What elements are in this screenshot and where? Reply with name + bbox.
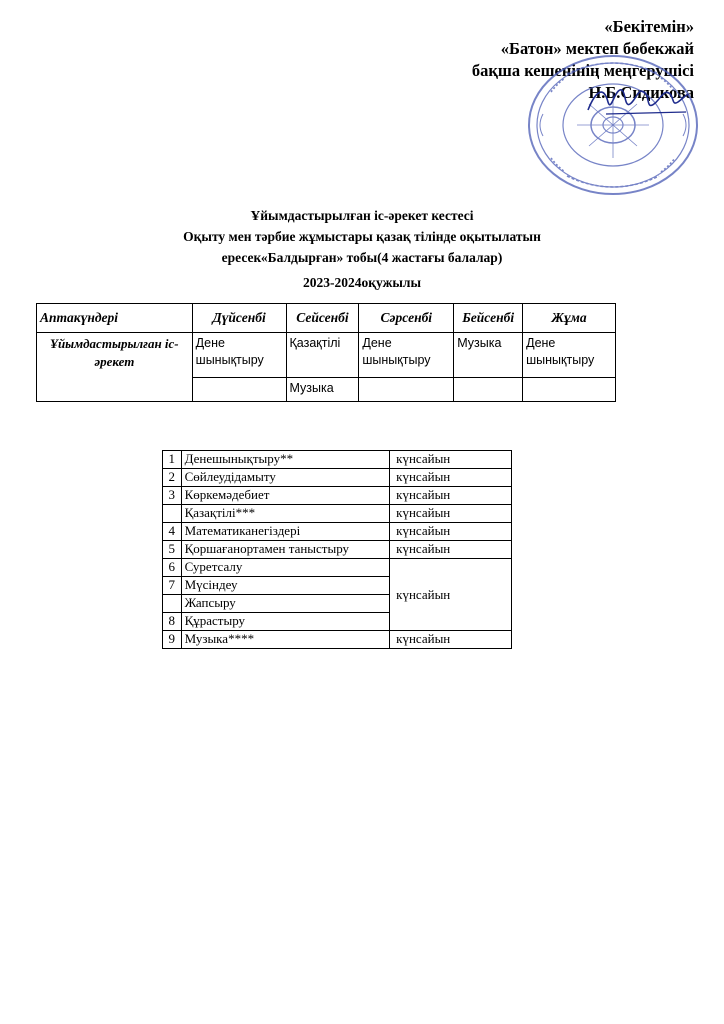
day-header: Бейсенбі bbox=[454, 304, 523, 333]
subject-name: Қоршағанортамен таныстыру bbox=[181, 541, 390, 559]
approval-line-2: «Батон» мектеп бөбекжай bbox=[500, 39, 694, 58]
subject-frequency: күнсайын bbox=[390, 523, 512, 541]
schedule-row-label: Ұйымдастырылған іс-әрекет bbox=[37, 333, 193, 402]
subject-number: 1 bbox=[163, 451, 182, 469]
subject-frequency: күнсайын bbox=[390, 469, 512, 487]
subject-name: Сөйлеудідамыту bbox=[181, 469, 390, 487]
subject-name: Суретсалу bbox=[181, 559, 390, 577]
schedule-row bbox=[37, 333, 616, 378]
table-row bbox=[163, 451, 512, 469]
day-header: Сейсенбі bbox=[286, 304, 359, 333]
subject-name: Қазақтілі*** bbox=[181, 505, 390, 523]
table-row bbox=[163, 541, 512, 559]
subject-name: Жапсыру bbox=[181, 595, 390, 613]
subject-number: 6 bbox=[163, 559, 182, 577]
subject-frequency: күнсайын bbox=[390, 451, 512, 469]
subject-frequency: күнсайын bbox=[390, 559, 512, 631]
schedule-cell bbox=[192, 378, 286, 402]
subject-number bbox=[163, 505, 182, 523]
schedule-cell bbox=[359, 378, 454, 402]
subject-number: 9 bbox=[163, 631, 182, 649]
title-line-3: ересек«Балдырған» тобы(4 жастағы балалар) bbox=[221, 250, 503, 265]
schedule-cell: Дене шынықтыру bbox=[359, 333, 454, 378]
day-header: Жұма bbox=[523, 304, 616, 333]
schedule-cell: Музыка bbox=[286, 378, 359, 402]
schedule-cell: Дене шынықтыру bbox=[192, 333, 286, 378]
schedule-cell: Қазақтілі bbox=[286, 333, 359, 378]
schedule-corner-header: Аптакүндері bbox=[37, 304, 193, 333]
subject-frequency: күнсайын bbox=[390, 487, 512, 505]
schedule-cell: Музыка bbox=[454, 333, 523, 378]
table-row bbox=[163, 505, 512, 523]
title-line-2: Оқыту мен тәрбие жұмыстары қазақ тілінде оқытылатын bbox=[183, 229, 541, 244]
subject-number: 5 bbox=[163, 541, 182, 559]
title-line-1: Ұйымдастырылған іс-әрекет кестесі bbox=[250, 208, 474, 223]
weekly-schedule-table bbox=[36, 303, 616, 402]
schedule-header-row bbox=[37, 304, 616, 333]
subjects-frequency-table bbox=[162, 450, 512, 649]
approval-line-4: Н.Б.Сидикова bbox=[588, 83, 694, 102]
subject-number bbox=[163, 595, 182, 613]
subject-frequency: күнсайын bbox=[390, 505, 512, 523]
day-header: Сәрсенбі bbox=[359, 304, 454, 333]
title-line-4: 2023-2024оқужылы bbox=[302, 275, 422, 290]
table-row bbox=[163, 631, 512, 649]
subject-name: Музыка**** bbox=[181, 631, 390, 649]
schedule-cell bbox=[454, 378, 523, 402]
table-row bbox=[163, 523, 512, 541]
signature-icon bbox=[586, 80, 690, 118]
document-title bbox=[0, 205, 724, 293]
approval-line-1: «Бекітемін» bbox=[604, 17, 694, 36]
subject-name: Құрастыру bbox=[181, 613, 390, 631]
subject-name: Көркемәдебиет bbox=[181, 487, 390, 505]
subject-frequency: күнсайын bbox=[390, 541, 512, 559]
subject-number: 4 bbox=[163, 523, 182, 541]
table-row bbox=[163, 469, 512, 487]
table-row bbox=[163, 559, 512, 577]
official-stamp-icon bbox=[527, 54, 699, 196]
day-header: Дүйсенбі bbox=[192, 304, 286, 333]
approval-line-3: бақша кешенінің меңгерушісі bbox=[471, 61, 694, 80]
table-row bbox=[163, 487, 512, 505]
subject-number: 3 bbox=[163, 487, 182, 505]
schedule-cell bbox=[523, 378, 616, 402]
subject-number: 2 bbox=[163, 469, 182, 487]
subject-name: Математиканегіздері bbox=[181, 523, 390, 541]
subject-number: 7 bbox=[163, 577, 182, 595]
schedule-cell: Дене шынықтыру bbox=[523, 333, 616, 378]
subject-frequency: күнсайын bbox=[390, 631, 512, 649]
subject-name: Мүсіндеу bbox=[181, 577, 390, 595]
subject-number: 8 bbox=[163, 613, 182, 631]
subject-name: Денешынықтыру** bbox=[181, 451, 390, 469]
